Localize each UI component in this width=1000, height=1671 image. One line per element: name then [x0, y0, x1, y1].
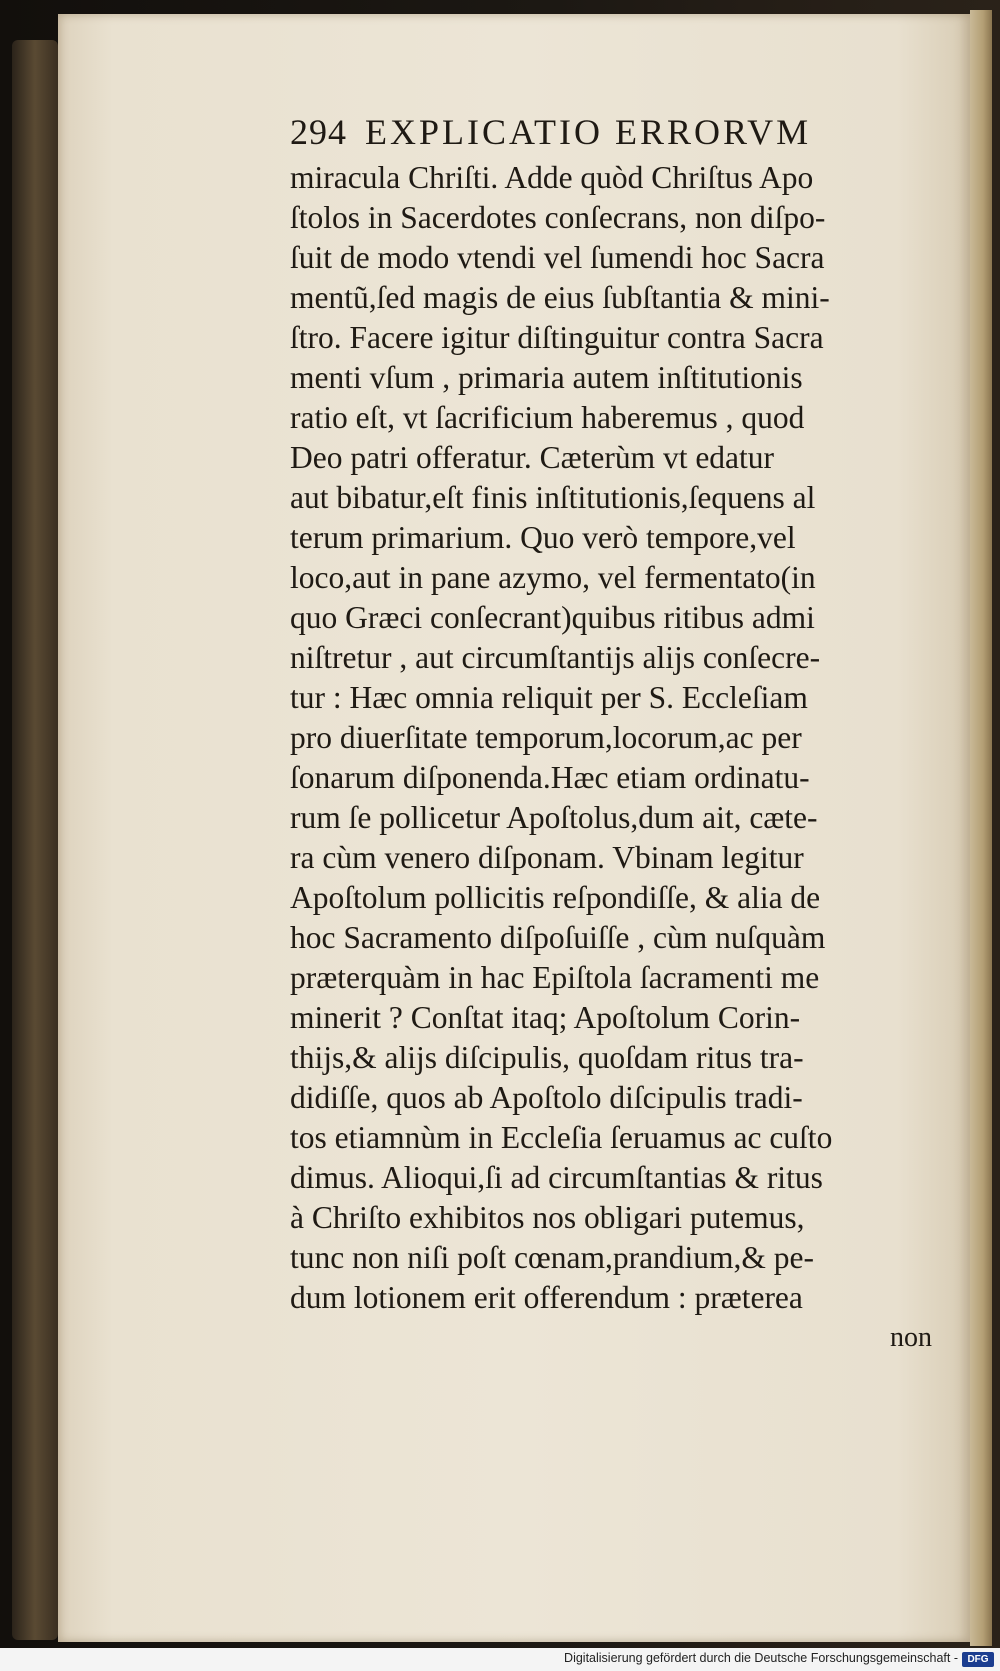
funding-credit: Digitalisierung gefördert durch die Deutsche Forschungsgemeinschaft - — [564, 1651, 958, 1665]
text-line: præterquàm in hac Epiſtola ſacramenti me — [290, 960, 820, 995]
text-line: thijs,& alijs diſcipulis, quoſdam ritus tra- — [290, 1040, 804, 1075]
text-line: mentũ,ſed magis de eius ſubſtantia & mini- — [290, 280, 830, 315]
footer-bar — [0, 1648, 1000, 1671]
text-line: loco,aut in pane azymo, vel fermentato(in — [290, 560, 816, 595]
page-text-block — [290, 112, 960, 1358]
body-text — [290, 158, 960, 1318]
running-title: EXPLICATIO ERRORVM — [365, 112, 812, 152]
text-line: didiſſe, quos ab Apoſtolo diſcipulis tradi- — [290, 1080, 803, 1115]
text-line: hoc Sacramento diſpoſuiſſe , cùm nuſquàm — [290, 920, 826, 955]
text-line: terum primarium. Quo verò tempore,vel — [290, 520, 796, 555]
text-line: tos etiamnùm in Eccleſia ſeruamus ac cuſto — [290, 1120, 833, 1155]
text-line: Apoſtolum pollicitis reſpondiſſe, & alia de — [290, 880, 821, 915]
text-line: à Chriſto exhibitos nos obligari putemus, — [290, 1200, 805, 1235]
text-line: miracula Chriſti. Adde quòd Chriſtus Apo — [290, 160, 814, 195]
text-line: ra cùm venero diſponam. Vbinam legitur — [290, 840, 804, 875]
text-line: ſuit de modo vtendi vel ſumendi hoc Sacra — [290, 240, 825, 275]
text-line: tunc non niſi poſt cœnam,prandium,& pe- — [290, 1240, 815, 1275]
text-line: menti vſum , primaria autem inſtitutionis — [290, 360, 803, 395]
text-line: minerit ? Conſtat itaq; Apoſtolum Corin- — [290, 1000, 801, 1035]
text-line: aut bibatur,eſt finis inſtitutionis,ſequens al — [290, 480, 816, 515]
catchword: non — [890, 1322, 932, 1353]
book-spine-edge — [12, 40, 58, 1640]
text-line: ratio eſt, vt ſacrificium haberemus , quod — [290, 400, 805, 435]
text-line: dum lotionem erit offerendum : præterea — [290, 1280, 803, 1315]
text-line: niſtretur , aut circumſtantijs alijs conſecre- — [290, 640, 821, 675]
page-number: 294 — [290, 112, 347, 152]
text-line: dimus. Alioqui,ſi ad circumſtantias & ritus — [290, 1160, 823, 1195]
dfg-logo: DFG — [962, 1652, 994, 1667]
text-line: ſtolos in Sacerdotes conſecrans, non diſpo- — [290, 200, 826, 235]
page-header — [290, 112, 960, 158]
text-line: pro diuerſitate temporum,locorum,ac per — [290, 720, 802, 755]
text-line: ſtro. Facere igitur diſtinguitur contra Sacra — [290, 320, 824, 355]
text-line: tur : Hæc omnia reliquit per S. Eccleſiam — [290, 680, 808, 715]
text-line: ſonarum diſponenda.Hæc etiam ordinatu- — [290, 760, 810, 795]
text-line: rum ſe pollicetur Apoſtolus,dum ait, cæte- — [290, 800, 818, 835]
page-fore-edge — [970, 10, 992, 1646]
text-line: Deo patri offeratur. Cæterùm vt edatur — [290, 440, 775, 475]
text-line: quo Græci conſecrant)quibus ritibus admi — [290, 600, 815, 635]
